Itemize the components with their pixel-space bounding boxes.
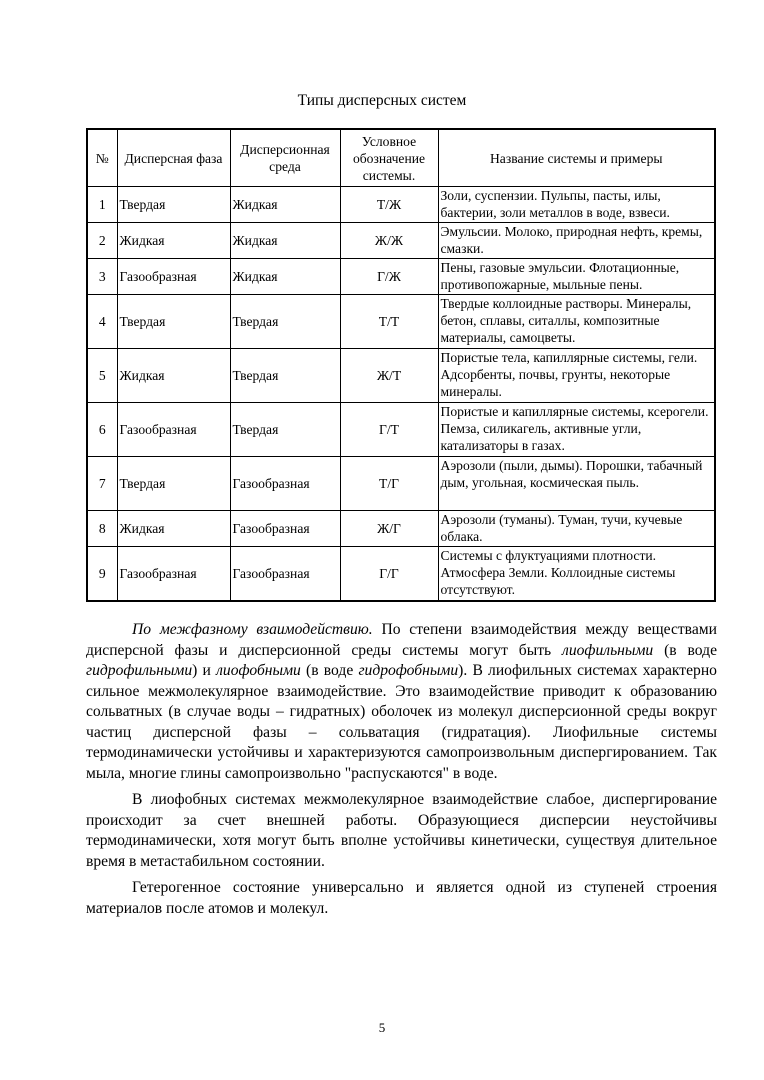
table-row [88,223,714,259]
table-row [88,403,714,457]
row-symbol: Г/Ж [340,259,438,295]
row-medium: Твердая [230,349,340,403]
text-run: (в воде [653,641,717,659]
row-description: Твердые коллоидные растворы. Минералы, бетон, сплавы, ситаллы, композитные материалы, самоцветы. [438,295,714,349]
table-row [88,511,714,547]
header-symbol: Условное обозначение системы. [340,130,438,187]
row-description: Пористые и капиллярные системы, ксерогели. Пемза, силикагель, активные угли, катализаторы в газах. [438,403,714,457]
paragraph-interphase [86,620,717,784]
row-medium: Жидкая [230,187,340,223]
row-description: Золи, суспензии. Пульпы, пасты, илы, бактерии, золи металлов в воде, взвеси. [438,187,714,223]
row-phase: Жидкая [117,511,230,547]
row-symbol: Ж/Т [340,349,438,403]
italic-term: гидрофильными [86,662,193,679]
table-row [88,349,714,403]
row-number: 5 [88,349,117,403]
row-medium: Жидкая [230,259,340,295]
row-number: 4 [88,295,117,349]
row-number: 8 [88,511,117,547]
row-symbol: Ж/Г [340,511,438,547]
row-phase: Твердая [117,187,230,223]
row-medium: Твердая [230,295,340,349]
header-system-name: Название системы и примеры [438,130,714,187]
row-symbol: Т/Г [340,457,438,511]
header-number: № [88,130,117,187]
italic-term: лиофильными [562,641,654,659]
text-run: ). В лиофильных системах характерно сильное межмолекулярное взаимодействие. Это взаимодействие приводит к образованию сольватных (в случае воды – гидратных) оболочек из молекул дисперсионной среды вокруг частиц дисперсной фазы – сольватация (гидратация). Лиофильные системы термодинамически устойчивы и характеризуются самопроизвольным диспергированием. Так мыла, многие глины самопроизвольно "распускаются" в воде. [86,662,717,782]
table-row [88,187,714,223]
row-phase: Газообразная [117,547,230,601]
row-number: 9 [88,547,117,601]
row-medium: Газообразная [230,457,340,511]
row-number: 1 [88,187,117,223]
table-row [88,547,714,601]
row-description: Системы с флуктуациями плотности. Атмосфера Земли. Коллоидные системы отсутствуют. [438,547,714,601]
text-run: По степени взаимодействия между веществами дисперсной фазы и дисперсионной среды системы могут быть [86,621,717,659]
row-description: Пористые тела, капиллярные системы, гели. Адсорбенты, почвы, грунты, некоторые минералы. [438,349,714,403]
table-row [88,457,714,511]
table-title: Типы дисперсных систем [297,92,467,109]
page-number: 5 [378,1020,386,1035]
italic-term: лиофобными [216,662,301,679]
row-phase: Газообразная [117,403,230,457]
row-medium: Газообразная [230,547,340,601]
row-number: 6 [88,403,117,457]
dispersion-types-table [86,128,716,602]
row-symbol: Т/Т [340,295,438,349]
row-phase: Газообразная [117,259,230,295]
row-description: Аэрозоли (пыли, дымы). Порошки, табачный дым, угольная, космическая пыль. [438,457,714,511]
row-number: 2 [88,223,117,259]
header-dispersed-phase: Дисперсная фаза [117,130,230,187]
row-description: Аэрозоли (туманы). Туман, тучи, кучевые облака. [438,511,714,547]
row-symbol: Г/Г [340,547,438,601]
row-medium: Твердая [230,403,340,457]
row-phase: Жидкая [117,223,230,259]
row-phase: Твердая [117,295,230,349]
row-number: 3 [88,259,117,295]
row-description: Пены, газовые эмульсии. Флотационные, противопожарные, мыльные пены. [438,259,714,295]
row-phase: Жидкая [117,349,230,403]
row-symbol: Г/Т [340,403,438,457]
table-row [88,259,714,295]
paragraph-heterogeneous: Гетерогенное состояние универсально и является одной из ступеней строения материалов после атомов и молекул. [86,879,717,917]
row-number: 7 [88,457,117,511]
body-text [86,620,717,919]
text-run: (в воде [300,662,359,679]
paragraph-lyophobic: В лиофобных системах межмолекулярное взаимодействие слабое, диспергирование происходит за счет внешней работы. Образующиеся дисперсии неустойчивы термодинамически, хотя могут быть вполне устойчивы кинетически, существуя длительное время в метастабильном состоянии. [86,791,717,870]
row-medium: Газообразная [230,511,340,547]
header-dispersion-medium: Дисперсионная среда [230,130,340,187]
text-run: ) и [192,662,217,679]
italic-term: гидрофобными [358,662,459,679]
table-header-row [88,130,714,187]
row-phase: Твердая [117,457,230,511]
row-symbol: Т/Ж [340,187,438,223]
row-medium: Жидкая [230,223,340,259]
paragraph-lead: По межфазному взаимодействию. [132,621,373,638]
row-description: Эмульсии. Молоко, природная нефть, кремы, смазки. [438,223,714,259]
row-symbol: Ж/Ж [340,223,438,259]
table-row [88,295,714,349]
